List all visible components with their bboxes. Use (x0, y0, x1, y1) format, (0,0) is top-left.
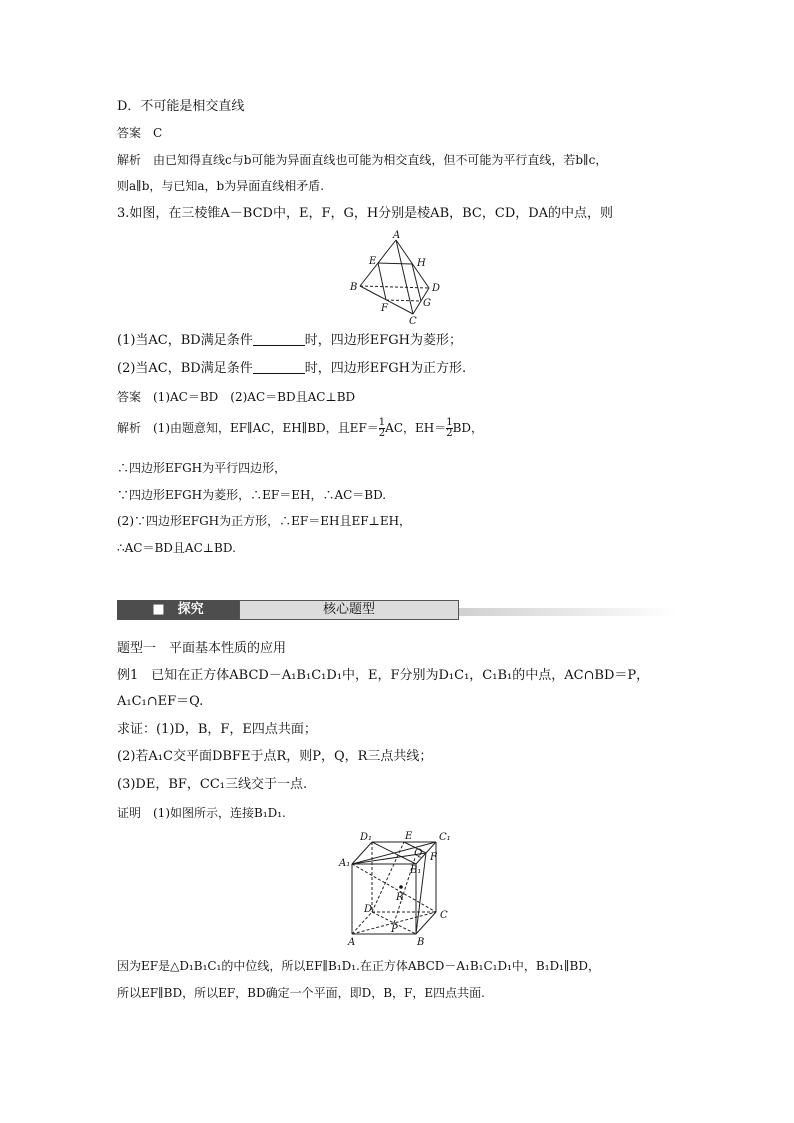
question-3-part-2 (117, 360, 466, 378)
part-1-suffix: 时，四边形EFGH为菱形； (304, 333, 462, 348)
label-A1: A₁ (339, 858, 351, 869)
option-d: D．不可能是相交直线 (117, 99, 245, 114)
fraction-half-2: $\frac{1}{2}$ (446, 417, 453, 439)
analysis-step-a: ∴四边形EFGH为平行四边形， (117, 461, 287, 475)
type-1-heading: 题型一 平面基本性质的应用 (117, 641, 287, 656)
prove-item-3: (3)DE，BF，CC₁三线交于一点. (117, 777, 308, 792)
label-P: P (391, 924, 398, 935)
label-B1: B₁ (410, 865, 422, 876)
label-B: B (350, 282, 358, 293)
answer-label: 答案 C (117, 126, 163, 140)
analysis-prefix: 解析 (1)由题意知，EF∥AC，EH∥BD，且EF＝ (117, 421, 379, 435)
label-A: A (348, 937, 356, 948)
label-Q: Q (414, 848, 423, 859)
conclusion-line-1: 因为EF是△D₁B₁C₁的中位线，所以EF∥B₁D₁.在正方体ABCD－A₁B₁C₁D₁中，B₁D₁∥BD， (117, 959, 600, 973)
label-D1: D₁ (360, 832, 373, 843)
analysis-middle: AC，EH＝ (385, 421, 447, 435)
section-tag: ■ 探究 (152, 602, 204, 617)
prove-item-2: (2)若A₁C交平面DBFE于点R，则P，Q，R三点共线； (117, 749, 433, 764)
part-1-prefix: (1)当AC，BD满足条件 (117, 333, 253, 348)
example-1-line-1: 例1 已知在正方体ABCD－A₁B₁C₁D₁中，E，F分别为D₁C₁，C₁B₁的中点，AC∩BD＝P， (117, 668, 650, 683)
analysis-step-c: (2)∵四边形EFGH为正方形，∴EF＝EH且EF⊥EH， (117, 514, 412, 528)
example-1-line-2: A₁C₁∩EF＝Q. (117, 694, 204, 709)
prove-item-1: 求证：(1)D，B，F，E四点共面； (117, 722, 317, 737)
question-3-part-1 (117, 332, 462, 350)
cube-figure (338, 828, 458, 948)
proof-start: 证明 (1)如图所示，连接B₁D₁. (117, 806, 286, 820)
banner-fade (459, 608, 677, 616)
label-G: G (423, 298, 431, 309)
analysis-step-b: ∵四边形EFGH为菱形，∴EF＝EH，∴AC＝BD. (117, 488, 387, 502)
question-3-stem: 3.如图，在三棱锥A－BCD中，E，F，G，H分别是棱AB，BC，CD，DA的中点，则 (117, 206, 614, 221)
label-D: D (432, 283, 441, 294)
label-R: R (396, 892, 404, 903)
part-2-suffix: 时，四边形EFGH为正方形. (304, 361, 467, 376)
answer-blank-1 (253, 333, 305, 346)
label-E: E (369, 256, 377, 267)
analysis-line-2: 则a∥b，与已知a，b为异面直线相矛盾. (117, 179, 325, 193)
label-E: E (405, 831, 413, 842)
label-F: F (430, 852, 437, 863)
section-banner (117, 600, 677, 620)
label-C1: C₁ (439, 832, 451, 843)
part-2-prefix: (2)当AC，BD满足条件 (117, 361, 253, 376)
fraction-half-1: $\frac{1}{2}$ (378, 417, 386, 439)
analysis-line-1: 解析 由已知得直线c与b可能为异面直线也可能为相交直线，但不可能为平行直线，若b∥c， (117, 153, 608, 167)
label-H: H (417, 258, 426, 269)
answer-blank-2 (253, 361, 305, 374)
question-3-analysis (117, 418, 483, 439)
label-C: C (409, 316, 417, 326)
analysis-suffix: BD， (452, 421, 484, 435)
label-F: F (381, 303, 388, 314)
analysis-step-d: ∴AC＝BD且AC⊥BD. (117, 541, 236, 555)
tetrahedron-figure (340, 228, 450, 326)
label-A: A (393, 230, 401, 241)
conclusion-line-2: 所以EF∥BD，所以EF，BD确定一个平面，即D，B，F，E四点共面. (117, 986, 485, 1000)
question-3-answer: 答案 (1)AC＝BD (2)AC＝BD且AC⊥BD (117, 390, 356, 404)
label-D: D (364, 904, 373, 915)
label-C: C (440, 910, 448, 921)
label-B: B (417, 937, 425, 948)
section-title: 核心题型 (322, 602, 375, 617)
